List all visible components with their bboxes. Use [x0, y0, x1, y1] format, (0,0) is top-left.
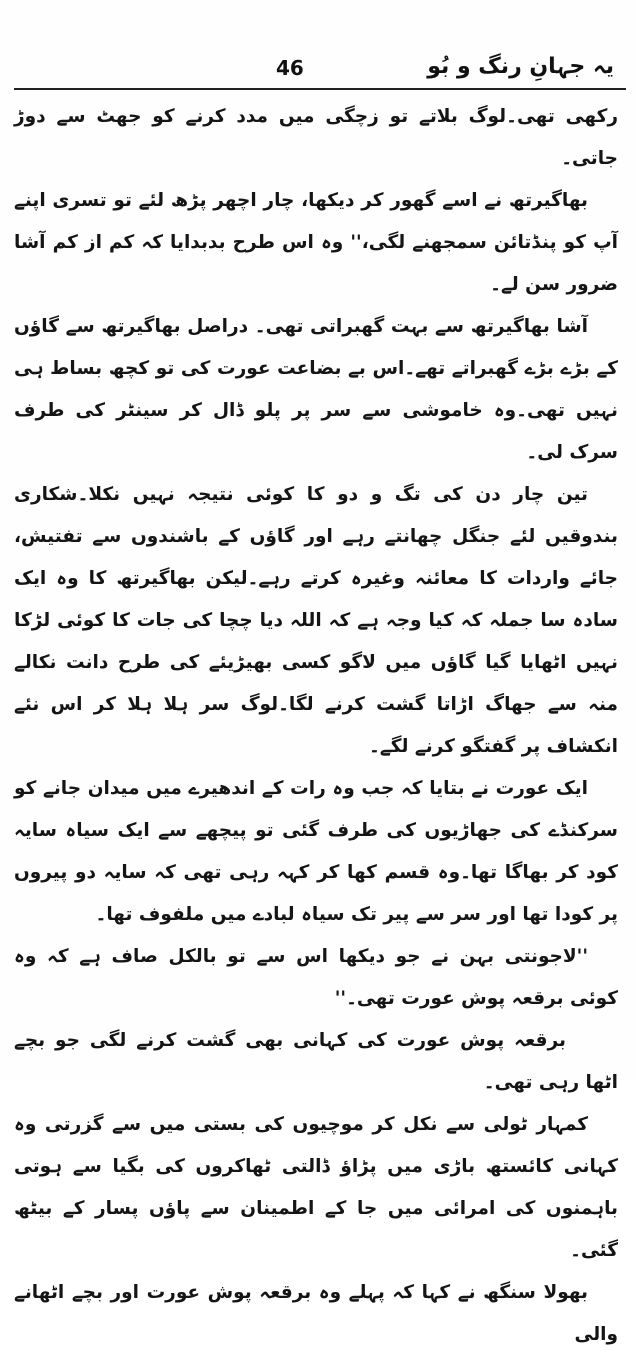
page-header — [14, 48, 620, 88]
paragraph: برقعہ پوش عورت کی کہانی بھی گشت کرنے لگی جو بچے اٹھا رہی تھی۔ — [14, 1030, 618, 1093]
paragraph: تین چار دن کی تگ و دو کا کوئی نتیجہ نہیں نکلا۔شکاری بندوقیں لئے جنگل چھانتے رہے اور گاؤں کے باشندوں سے تفتیش، جائے واردات کا معائنہ وغیرہ کرتے رہے۔لیکن بھاگیرتھ کا وہ ایک سادہ سا جملہ کہ کیا وجہ ہے کہ اللہ دیا چچا کی جات کا کوئی لڑکا نہیں اٹھایا گیا گاؤں میں لاگو کسی بھیڑیئے کی طرح دانت نکالے منہ سے جھاگ اڑاتا گشت کرنے لگا۔لوگ سر ہلا ہلا کر اس نئے انکشاف پر گفتگو کرنے لگے۔ — [14, 484, 618, 757]
paragraph: بھولا سنگھ نے کہا کہ پہلے وہ برقعہ پوش عورت اور بچے اٹھانے والی — [14, 1282, 618, 1345]
paragraph: رکھی تھی۔لوگ بلاتے تو زچگی میں مدد کرنے کو جھٹ سے دوڑ جاتی۔ — [14, 106, 618, 169]
paragraph: بھاگیرتھ نے اسے گھور کر دیکھا، چار اچھر پڑھ لئے تو تسری اپنے آپ کو پنڈتائن سمجھنے لگی،'' وہ اس طرح بدبدایا کہ کم از کم آشا ضرور سن لے۔ — [14, 190, 618, 295]
body-text — [14, 96, 618, 1345]
page-number: 46 — [276, 56, 304, 80]
header-divider — [14, 88, 626, 90]
paragraph: کمہار ٹولی سے نکل کر موچیوں کی بستی میں سے گزرتی وہ کہانی کائستھ باڑی میں پڑاؤ ڈالتی ٹھاکروں کی بگیا سے ہوتی باہمنوں کی امرائی میں جا کے اطمینان سے پاؤں پسار کے بیٹھ گئی۔ — [14, 1114, 618, 1261]
running-title: یہ جہانِ رنگ و بُو — [427, 54, 614, 79]
paragraph: ایک عورت نے بتایا کہ جب وہ رات کے اندھیرے میں میدان جانے کو سرکنڈے کی جھاڑیوں کی طرف گئی تو پیچھے سے ایک سیاہ سایہ کود کر بھاگا تھا۔وہ قسم کھا کر کہہ رہی تھی کہ سایہ دو پیروں پر کودا تھا اور سر سے پیر تک سیاہ لبادے میں ملفوف تھا۔ — [14, 778, 618, 925]
paragraph: آشا بھاگیرتھ سے بہت گھبراتی تھی۔ دراصل بھاگیرتھ سے گاؤں کے بڑے بڑے گھبراتے تھے۔اس بے بضاعت عورت کی تو کچھ بساط ہی نہیں تھی۔وہ خاموشی سے سر پر پلو ڈال کر سینٹر کی طرف سرک لی۔ — [14, 316, 618, 463]
paragraph: ''لاجونتی بہن نے جو دیکھا اس سے تو بالکل صاف ہے کہ وہ کوئی برقعہ پوش عورت تھی۔'' — [14, 946, 618, 1009]
